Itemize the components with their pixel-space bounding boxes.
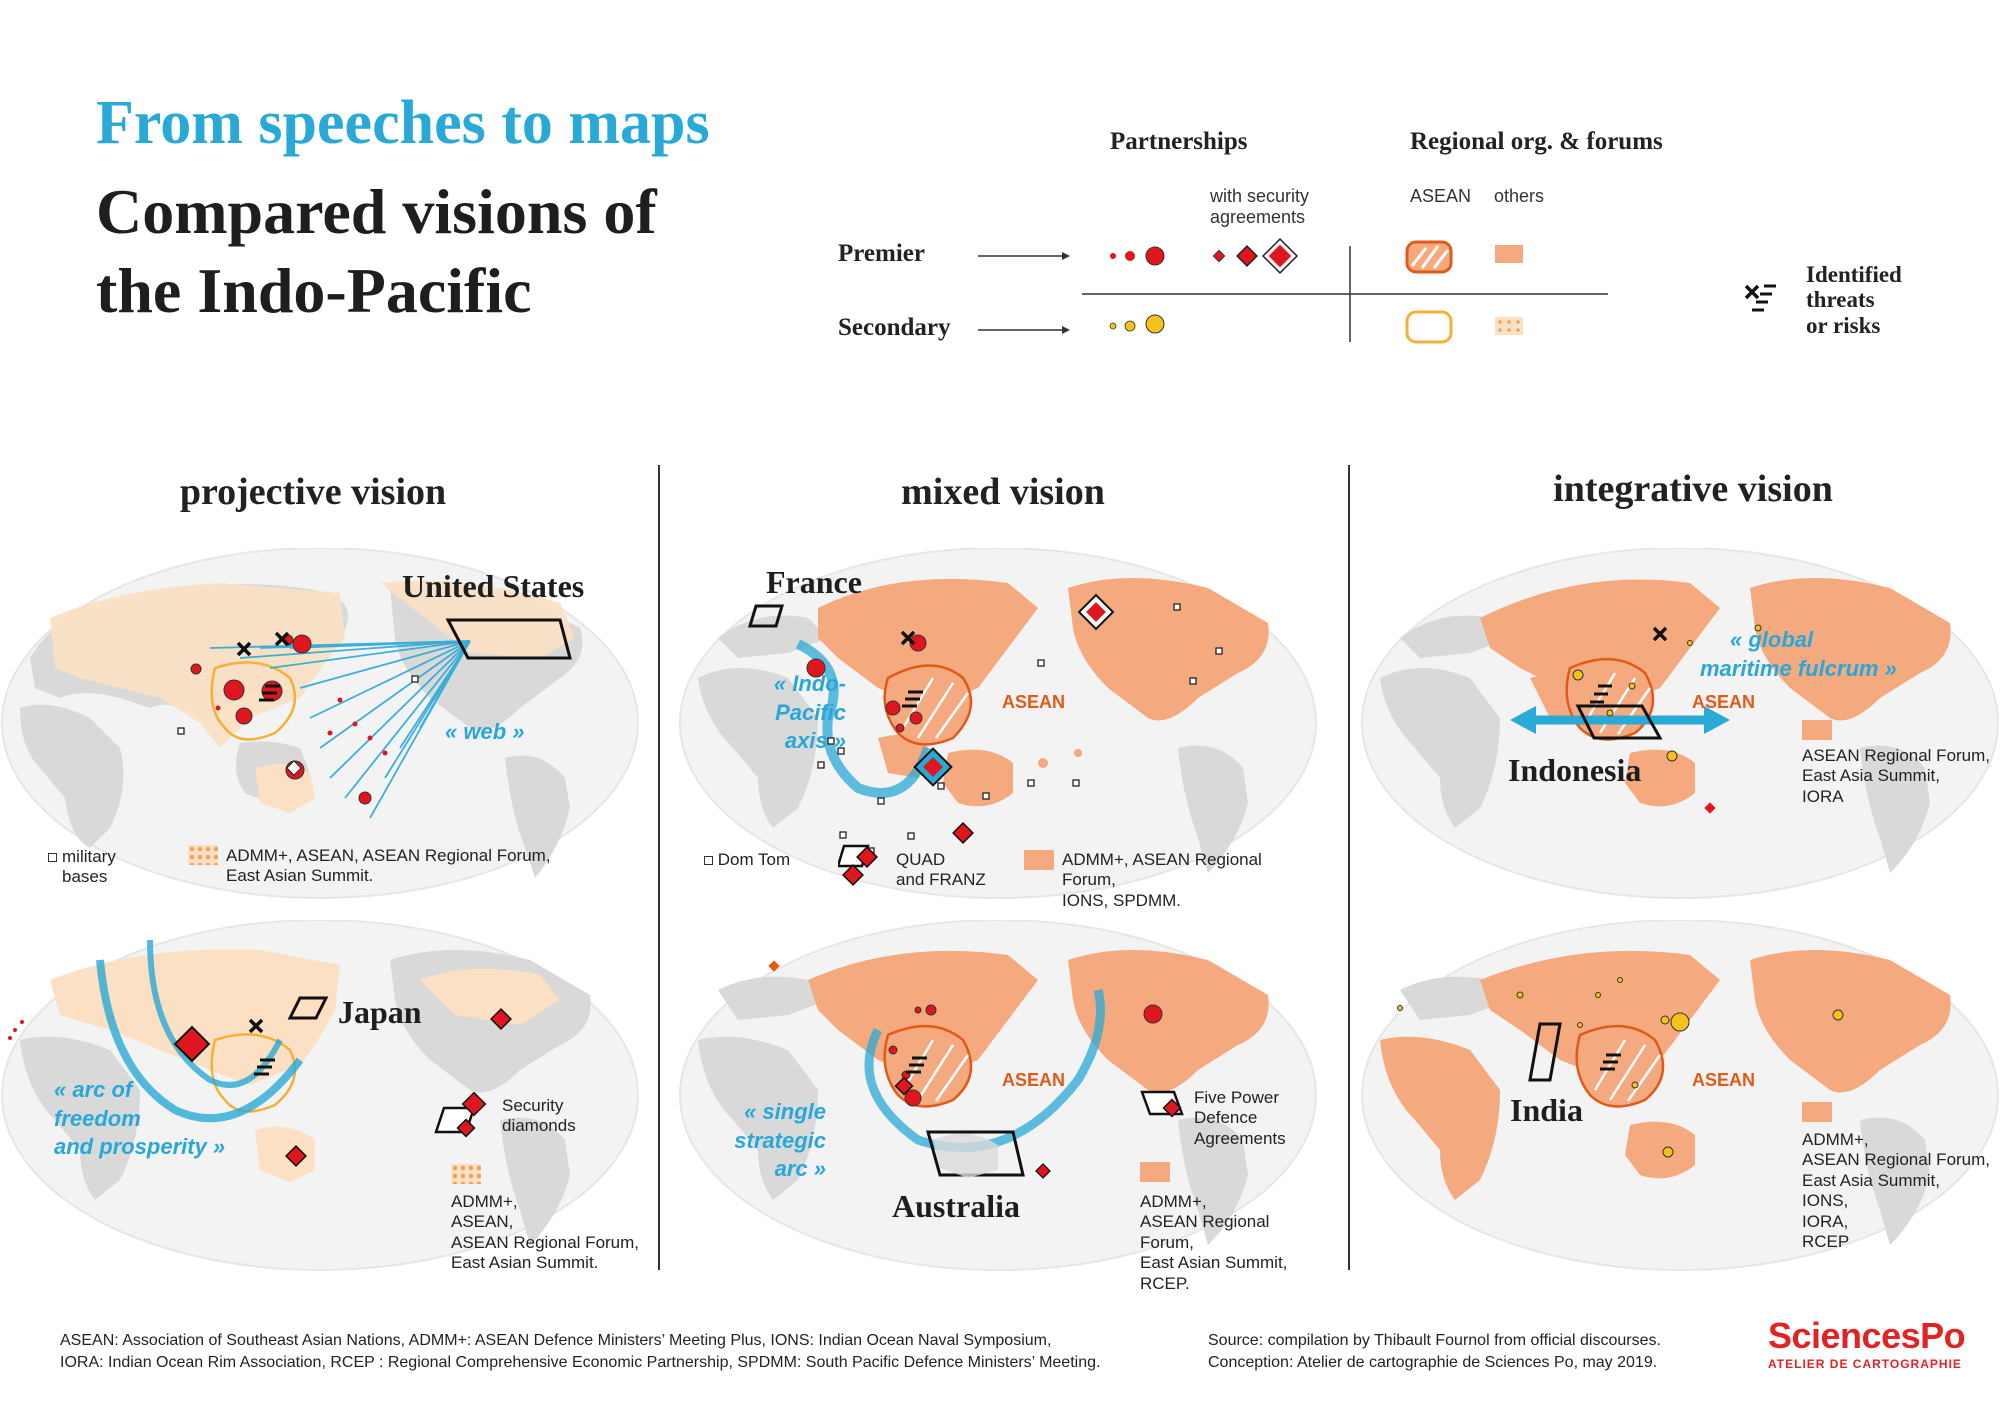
military-base-square-icon xyxy=(48,853,57,862)
divider-right xyxy=(1348,465,1350,1270)
fpda-key-icon xyxy=(1138,1088,1188,1124)
map-panel-japan xyxy=(0,920,640,1280)
asean-label-france: ASEAN xyxy=(1002,692,1066,712)
slogan-single-strategic-arc-line2: strategic xyxy=(734,1127,826,1153)
key-forums-france-line1: ADMM+, ASEAN Regional Forum, xyxy=(1062,850,1262,890)
key-forums-swatch-icon xyxy=(188,845,218,865)
footer-source-line2: Conception: Atelier de cartographie de Sciences Po, may 2019. xyxy=(1208,1354,1658,1372)
world-map-indonesia xyxy=(1360,548,2000,908)
key-forums-japan xyxy=(451,1192,639,1274)
footer-source-line1: Source: compilation by Thibault Fournol from official discourses. xyxy=(1208,1332,1661,1349)
key-forums-indonesia-line2: East Asia Summit, xyxy=(1802,766,1940,786)
slogan-single-strategic-arc xyxy=(706,1098,826,1184)
key-forums-line2: East Asian Summit. xyxy=(226,866,374,886)
slogan-arc-of-freedom-line1: « arc of xyxy=(54,1077,133,1102)
legend-asean-label: ASEAN xyxy=(1410,186,1472,206)
asean-label-indonesia: ASEAN xyxy=(1692,692,1756,712)
legend-partnerships-head: Partnerships xyxy=(1110,128,1248,155)
key-security-diamonds-line2: diamonds xyxy=(502,1116,576,1136)
slogan-arc-of-freedom-line2: freedom xyxy=(54,1105,141,1131)
legend-with-security-line2: agreements xyxy=(1210,206,1306,227)
slogan-indo-pacific-axis xyxy=(706,670,846,756)
key-forums-france xyxy=(1062,850,1318,911)
key-quad xyxy=(896,850,986,891)
legend-threats-line3: or risks xyxy=(1806,312,1881,338)
key-forums-swatch-indonesia-icon xyxy=(1802,720,1832,740)
key-forums-indonesia xyxy=(1802,746,1990,807)
key-forums-australia-line4: RCEP. xyxy=(1140,1273,1190,1293)
key-forums-line1: ADMM+, ASEAN, ASEAN Regional Forum, xyxy=(226,846,551,865)
legend-others-label: others xyxy=(1494,186,1545,206)
slogan-single-strategic-arc-line3: arc » xyxy=(774,1156,826,1182)
key-forums-india-line3: East Asia Summit, xyxy=(1802,1170,1940,1190)
key-forums-australia-line2: ASEAN Regional Forum, xyxy=(1140,1212,1270,1252)
page-title: From speeches to maps xyxy=(96,89,710,157)
footer-abbrev-line2: IORA: Indian Ocean Rim Association, RCEP : Regional Comprehensive Economic Partnership, SPDMM: South Pacific Defence Ministers’ Meeting. xyxy=(60,1354,1101,1372)
premier-circles-icon xyxy=(1110,247,1164,265)
key-forums-swatch-japan-icon xyxy=(451,1164,481,1184)
key-forums-france-line2: IONS, SPDMM. xyxy=(1062,890,1182,910)
key-forums-indonesia-line3: IORA xyxy=(1802,786,1844,806)
slogan-indo-pacific-axis-line2: axis » xyxy=(784,728,846,754)
key-forums-swatch-india-icon xyxy=(1802,1102,1832,1122)
legend-regional-head: Regional org. & forums xyxy=(1410,128,1663,155)
slogan-indo-pacific-axis-line1: « Indo-Pacific xyxy=(773,671,846,725)
others-premier-swatch-icon xyxy=(1495,245,1523,263)
subtitle-line-2: the Indo-Pacific xyxy=(96,255,532,327)
key-fpda-line1: Five Power xyxy=(1194,1088,1280,1107)
legend-symbols xyxy=(960,220,1860,350)
footer-source xyxy=(1208,1330,1661,1375)
logo-subtitle: ATELIER DE CARTOGRAPHIE xyxy=(1768,1357,1962,1371)
asean-secondary-swatch-icon xyxy=(1407,312,1451,342)
key-military-bases-line1: military xyxy=(62,847,116,866)
legend-secondary-label: Secondary xyxy=(838,314,951,341)
key-security-diamonds xyxy=(502,1096,576,1137)
key-forums xyxy=(226,846,551,887)
country-label-australia: Australia xyxy=(892,1188,1020,1224)
asean-label-india: ASEAN xyxy=(1692,1070,1756,1090)
secondary-circles-icon xyxy=(1110,315,1164,333)
map-panel-india xyxy=(1360,920,2000,1280)
key-forums-japan-line3: ASEAN Regional Forum, xyxy=(451,1232,640,1252)
map-panel-australia xyxy=(678,920,1318,1293)
country-label-indonesia: Indonesia xyxy=(1508,752,1642,788)
vision-title-mixed: mixed vision xyxy=(901,471,1105,513)
key-forums-australia-line3: East Asian Summit, xyxy=(1140,1253,1288,1273)
key-fpda-line3: Agreements xyxy=(1194,1128,1286,1148)
legend-premier-label: Premier xyxy=(838,240,925,267)
footer-abbrev-line1: ASEAN: Association of Southeast Asian Nations, ADMM+: ASEAN Defence Ministers’ Meeting Plus, IONS: Indian Ocean Naval Symposium, xyxy=(60,1332,1052,1349)
map-panel-france xyxy=(678,548,1318,908)
slogan-arc-of-freedom xyxy=(54,1076,225,1162)
key-forums-india-line1: ADMM+, xyxy=(1802,1130,1869,1149)
key-forums-swatch-australia-icon xyxy=(1140,1162,1170,1182)
sciencespo-logo xyxy=(1768,1315,1966,1371)
logo-name: SciencesPo xyxy=(1768,1315,1966,1356)
key-forums-india-line6: RCEP xyxy=(1802,1231,1850,1251)
dom-tom-square-icon xyxy=(704,856,713,865)
legend-with-security-line1: with security xyxy=(1210,186,1310,206)
others-secondary-swatch-icon xyxy=(1495,317,1523,335)
key-forums-australia xyxy=(1140,1192,1318,1294)
key-forums-india xyxy=(1802,1130,1990,1252)
arrow-right-icon xyxy=(978,326,1070,334)
legend-threats-line1: Identified xyxy=(1806,262,1902,287)
key-quad-line2: and FRANZ xyxy=(896,870,986,890)
key-military-bases-line2: bases xyxy=(62,867,108,887)
map-panel-united-states xyxy=(0,548,640,908)
country-label-france: France xyxy=(766,564,862,600)
asean-premier-swatch-icon xyxy=(1407,242,1451,272)
vision-title-projective: projective vision xyxy=(179,471,447,513)
key-security-diamonds-line1: Security xyxy=(502,1096,564,1115)
slogan-global-maritime-fulcrum-line2: maritime fulcrum » xyxy=(1700,655,1897,681)
key-forums-australia-line1: ADMM+, xyxy=(1140,1192,1207,1211)
slogan-single-strategic-arc-line1: « single xyxy=(744,1099,826,1124)
threat-cross-icon xyxy=(1746,286,1776,310)
security-diamonds-icon xyxy=(1213,239,1297,273)
key-forums-india-line2: ASEAN Regional Forum, xyxy=(1802,1150,1991,1170)
footer-abbreviations xyxy=(60,1330,1100,1375)
key-quad-line1: QUAD xyxy=(896,850,946,869)
quad-diamonds-icon xyxy=(838,838,888,888)
key-military-bases xyxy=(48,847,116,888)
key-forums-indonesia-line1: ASEAN Regional Forum, xyxy=(1802,746,1991,765)
slogan-web: « web » xyxy=(445,719,525,744)
arrow-right-icon xyxy=(978,252,1070,260)
legend-threats-line2: threats xyxy=(1806,287,1875,313)
vision-title-integrative: integrative vision xyxy=(1553,468,1833,510)
map-panel-indonesia xyxy=(1360,548,2000,908)
divider-left xyxy=(658,465,660,1270)
security-diamonds-key-icon xyxy=(434,1088,494,1144)
key-forums-japan-line2: ASEAN, xyxy=(451,1212,514,1232)
title-block xyxy=(96,89,710,331)
country-label-japan: Japan xyxy=(338,994,422,1030)
key-dom-tom xyxy=(704,850,790,870)
slogan-arc-of-freedom-line3: and prosperity » xyxy=(54,1134,226,1160)
slogan-global-maritime-fulcrum-line1: « global xyxy=(1730,627,1814,652)
key-forums-japan-line4: East Asian Summit. xyxy=(451,1253,599,1273)
subtitle-line-1: Compared visions of xyxy=(96,176,657,247)
key-fpda-line2: Defence xyxy=(1194,1108,1258,1128)
asean-label-australia: ASEAN xyxy=(1002,1070,1066,1090)
key-forums-swatch-france-icon xyxy=(1024,850,1054,870)
key-fpda xyxy=(1194,1088,1286,1149)
slogan-global-maritime-fulcrum xyxy=(1700,626,1897,683)
country-label-united-states: United States xyxy=(402,568,585,604)
country-label-india: India xyxy=(1510,1092,1583,1128)
key-forums-india-line5: IORA, xyxy=(1802,1211,1849,1231)
page-subtitle xyxy=(96,172,710,331)
key-forums-japan-line1: ADMM+, xyxy=(451,1192,518,1211)
key-dom-tom-text: Dom Tom xyxy=(717,850,791,869)
key-forums-india-line4: IONS, xyxy=(1802,1191,1849,1211)
